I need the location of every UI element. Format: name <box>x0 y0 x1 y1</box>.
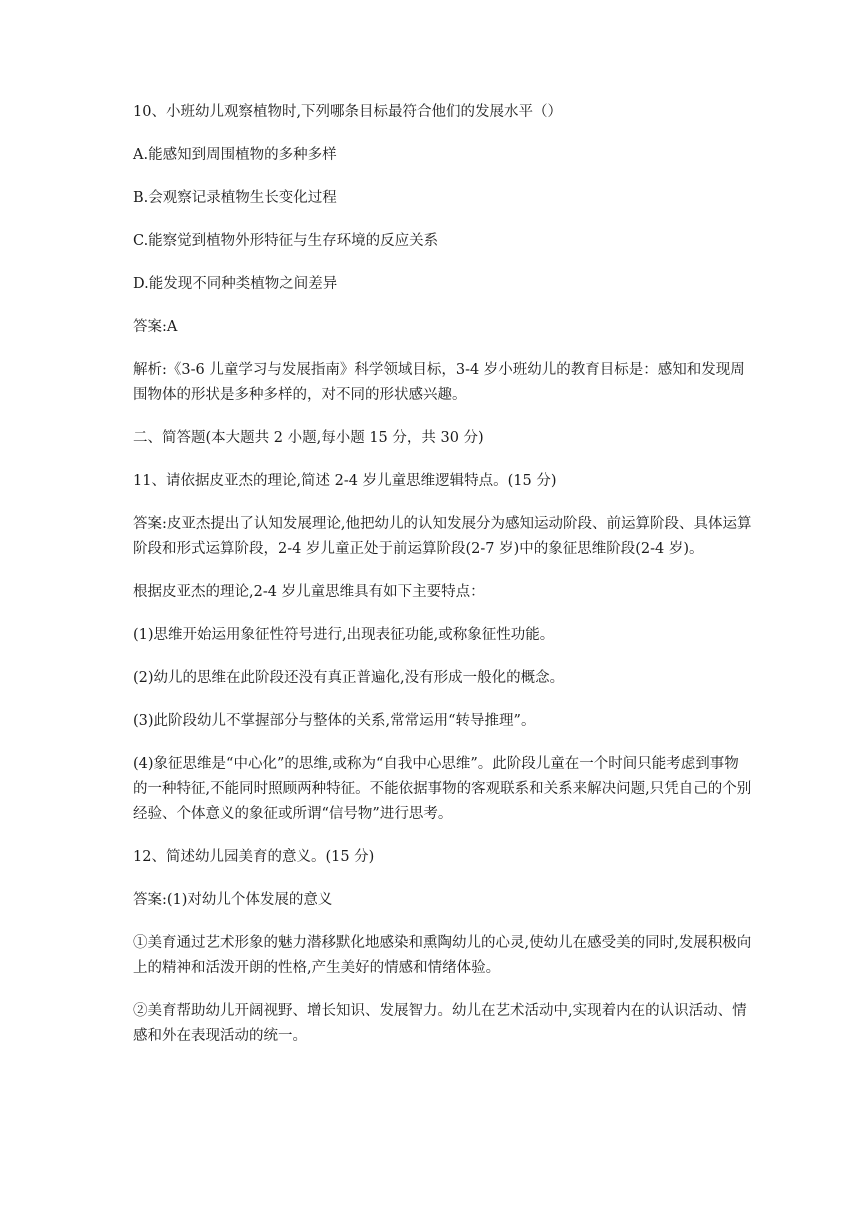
q11-point-1: (1)思维开始运用象征性符号进行,出现表征功能,或称象征性功能。 <box>133 627 555 643</box>
q11-point-3: (3)此阶段幼儿不掌握部分与整体的关系,常常运用“转导推理”。 <box>133 713 536 729</box>
q11-point-2: (2)幼儿的思维在此阶段还没有真正普遍化,没有形成一般化的概念。 <box>133 670 565 686</box>
q11-question: 11、请依据皮亚杰的理论,简述 2-4 岁儿童思维逻辑特点。(15 分) <box>133 473 557 489</box>
q11-answer: 答案:皮亚杰提出了认知发展理论,他把幼儿的认知发展分为感知运动阶段、前运算阶段、具体运算阶段和形式运算阶段，2-4 岁儿童正处于前运算阶段(2-7 岁)中的象征思维阶段(2-4 岁)。 <box>133 516 752 557</box>
q10-question: 10、小班幼儿观察植物时,下列哪条目标最符合他们的发展水平（） <box>133 104 563 120</box>
q12-question: 12、简述幼儿园美育的意义。(15 分) <box>133 849 375 865</box>
q11-intro: 根据皮亚杰的理论,2-4 岁儿童思维具有如下主要特点： <box>133 584 485 600</box>
q11-point-4: (4)象征思维是“中心化”的思维,或称为“自我中心思维”。此阶段儿童在一个时间只能考虑到事物的一种特征,不能同时照顾两种特征。不能依据事物的客观联系和关系来解决问题,只凭自己的个别经验、个体意义的象征或所谓“信号物”进行思考。 <box>133 756 752 822</box>
q12-point-1: ①美育通过艺术形象的魅力潜移默化地感染和熏陶幼儿的心灵,使幼儿在感受美的同时,发展积极向上的精神和活泼开朗的性格,产生美好的情感和情绪体验。 <box>133 935 752 976</box>
q10-option-c: C.能察觉到植物外形特征与生存环境的反应关系 <box>133 233 439 249</box>
q10-option-b: B.会观察记录植物生长变化过程 <box>133 190 337 206</box>
q12-point-2: ②美育帮助幼儿开阔视野、增长知识、发展智力。幼儿在艺术活动中,实现着内在的认识活动、情感和外在表现活动的统一。 <box>133 1003 747 1044</box>
q10-analysis: 解析:《3-6 儿童学习与发展指南》科学领域目标，3-4 岁小班幼儿的教育目标是：感知和发现周围物体的形状是多种多样的，对不同的形状感兴趣。 <box>133 362 745 403</box>
q10-option-a: A.能感知到周围植物的多种多样 <box>133 147 337 163</box>
q10-answer: 答案:A <box>133 319 178 335</box>
document-page <box>133 100 753 1067</box>
q10-option-d: D.能发现不同种类植物之间差异 <box>133 276 338 292</box>
q12-answer: 答案:(1)对幼儿个体发展的意义 <box>133 892 333 908</box>
section-heading: 二、简答题(本大题共 2 小题,每小题 15 分，共 30 分) <box>133 430 484 446</box>
